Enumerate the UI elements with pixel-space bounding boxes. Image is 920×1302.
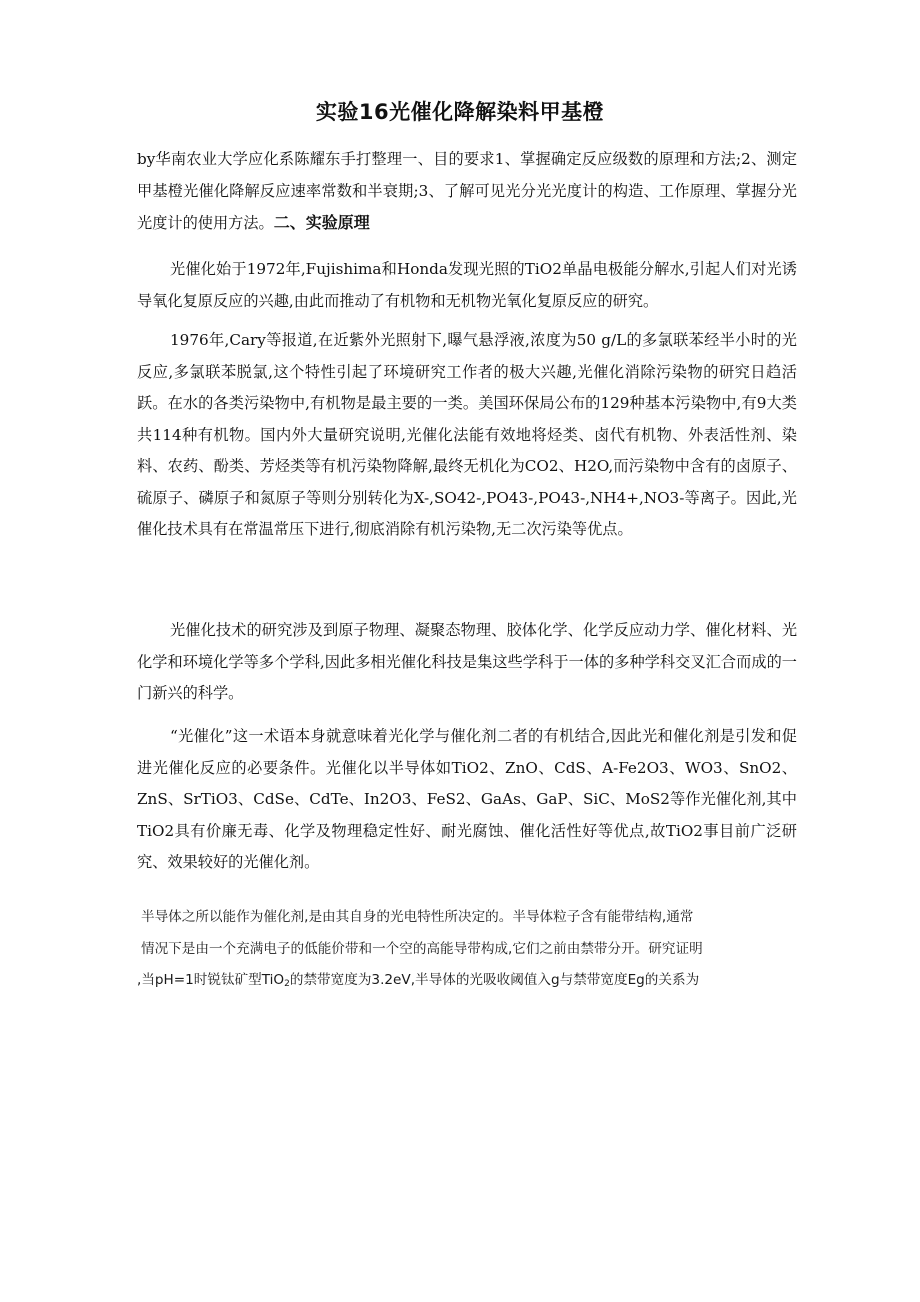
intro-paragraph bbox=[137, 144, 797, 240]
semiconductor-line-1: 半导体之所以能作为催化剂,是由其自身的光电特性所决定的。半导体粒子含有能带结构,通常 bbox=[141, 909, 694, 925]
intro-text: by华南农业大学应化系陈耀东手打整理一、目的要求1、掌握确定反应级数的原理和方法;2、测定甲基橙光催化降解反应速率常数和半衰期;3、了解可见光分光光度计的构造、工作原理、掌握分光光度计的使用方法。 bbox=[137, 150, 797, 232]
semiconductor-line-3-start: ,当pH=1时锐钛矿型TiO bbox=[137, 972, 285, 988]
document-title: 实验16光催化降解染料甲基橙 bbox=[315, 100, 605, 124]
section-heading: 二、实验原理 bbox=[273, 213, 370, 232]
paragraph-semiconductor bbox=[137, 902, 797, 997]
paragraph-cary-report: 1976年,Cary等报道,在近紫外光照射下,曝气悬浮液,浓度为50 g/L的多氯联苯经半小时的光反应,多氯联苯脱氯,这个特性引起了环境研究工作者的极大兴趣,光催化消除污染物的研究日趋活跃。在水的各类污染物中,有机物是最主要的一类。美国环保局公布的129种基本污染物中,有9大类共114种有机物。国内外大量研究说明,光催化法能有效地将烃类、卤代有机物、外表活性剂、染料、农药、酚类、芳烃类等有机污染物降解,最终无机化为CO2、H2O,而污染物中含有的卤原子、硫原子、磷原子和氮原子等则分别转化为X-,SO42-,PO43-,PO43-,NH4+,NO3-等离子。因此,光催化技术具有在常温常压下进行,彻底消除有机污染物,无二次污染等优点。 bbox=[137, 331, 797, 538]
paragraph-disciplines: 光催化技术的研究涉及到原子物理、凝聚态物理、胶体化学、化学反应动力学、催化材料、光化学和环境化学等多个学科,因此多相光催化科技是集这些学科于一体的多种学科交叉汇合而成的一门新兴的科学。 bbox=[137, 621, 797, 702]
semiconductor-line-3 bbox=[137, 965, 797, 997]
semiconductor-line-2: 情况下是由一个充满电子的低能价带和一个空的高能导带构成,它们之前由禁带分开。研究证明 bbox=[141, 940, 703, 957]
semiconductor-line-3-end: 的禁带宽度为3.2eV,半导体的光吸收阈值入g与禁带宽度Eg的关系为 bbox=[289, 972, 700, 988]
tio2-subscript: 2 bbox=[284, 979, 290, 989]
paragraph-history: 光催化始于1972年,Fujishima和Honda发现光照的TiO2单晶电极能分解水,引起人们对光诱导氧化复原反应的兴趣,由此而推动了有机物和无机物光氧化复原反应的研究。 bbox=[137, 260, 797, 310]
paragraph-photocatalyst: “光催化”这一术语本身就意味着光化学与催化剂二者的有机结合,因此光和催化剂是引发和促进光催化反应的必要条件。光催化以半导体如TiO2、ZnO、CdS、A-Fe2O3、WO3、SnO2、ZnS、SrTiO3、CdSe、CdTe、In2O3、FeS2、GaAs、GaP、SiC、MoS2等作光催化剂,其中TiO2具有价廉无毒、化学及物理稳定性好、耐光腐蚀、催化活性好等优点,故TiO2事目前广泛研究、效果较好的光催化剂。 bbox=[137, 727, 797, 871]
